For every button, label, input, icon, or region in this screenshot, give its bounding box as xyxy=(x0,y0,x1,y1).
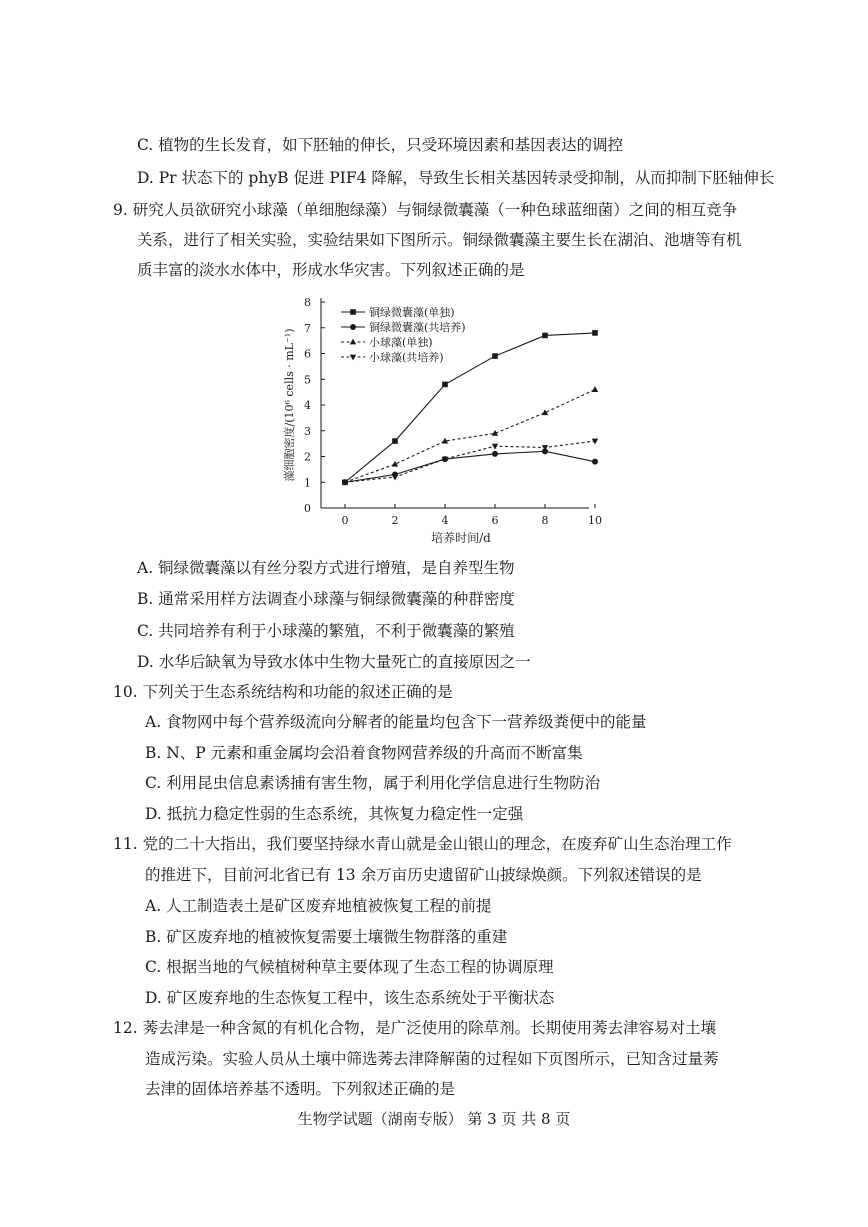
q11-option-b: B. 矿区废弃地的植被恢复需要土壤微生物群落的重建 xyxy=(145,928,508,946)
q10-option-d: D. 抵抗力稳定性弱的生态系统，其恢复力稳定性一定强 xyxy=(145,805,524,823)
q11-option-d: D. 矿区废弃地的生态恢复工程中，该生态系统处于平衡状态 xyxy=(145,989,555,1007)
y-axis-label: 藻细胞密度/(10⁶ cells · mL⁻¹) xyxy=(283,328,296,482)
data-point-series-1 xyxy=(442,382,448,388)
x-tick-label: 8 xyxy=(541,514,549,527)
legend-label-2: 铜绿微囊藻(共培养) xyxy=(369,321,466,334)
data-point-series-4 xyxy=(492,444,498,450)
q12-stem-line-2: 造成污染。实验人员从土壤中筛选莠去津降解菌的过程如下页图所示，已知含过量莠 xyxy=(145,1050,719,1068)
data-point-series-1 xyxy=(492,353,498,359)
q8-option-d: D. Pr 状态下的 phyB 促进 PIF4 降解，导致生长相关基因转录受抑制，从而抑制下胚轴伸长 xyxy=(137,169,775,187)
legend-marker-3 xyxy=(350,339,356,345)
data-point-series-1 xyxy=(392,438,398,444)
x-axis-label: 培养时间/d xyxy=(431,531,491,545)
q10-option-c: C. 利用昆虫信息素诱捕有害生物，属于利用化学信息进行生物防治 xyxy=(145,774,601,792)
q10-option-a: A. 食物网中每个营养级流向分解者的能量均包含下一营养级粪便中的能量 xyxy=(145,713,647,731)
q12-stem-line-1: 12. 莠去津是一种含氮的有机化合物，是广泛使用的除草剂。长期使用莠去津容易对土壤 xyxy=(113,1019,717,1037)
legend-label-3: 小球藻(单独) xyxy=(369,336,433,349)
q9-stem-line-2: 关系，进行了相关实验，实验结果如下图所示。铜绿微囊藻主要生长在湖泊、池塘等有机 xyxy=(137,231,742,249)
q9-option-a: A. 铜绿微囊藻以有丝分裂方式进行增殖，是自养型生物 xyxy=(137,559,515,577)
legend-marker-1 xyxy=(350,309,356,315)
q12-stem-line-3: 去津的固体培养基不透明。下列叙述正确的是 xyxy=(145,1080,456,1098)
y-tick-label: 2 xyxy=(304,450,311,464)
series-line-3 xyxy=(345,390,595,483)
q9-option-b: B. 通常采用样方法调查小球藻与铜绿微囊藻的种群密度 xyxy=(137,590,515,608)
q11-option-a: A. 人工制造表土是矿区废弃地植被恢复工程的前提 xyxy=(145,897,492,915)
cell-density-line-chart xyxy=(276,290,606,560)
legend-marker-4 xyxy=(350,355,356,361)
data-point-series-4 xyxy=(392,475,398,481)
page-footer: 生物学试题（湖南专版） 第 3 页 共 8 页 xyxy=(297,1110,571,1128)
legend-marker-2 xyxy=(350,324,356,330)
data-point-series-2 xyxy=(592,459,598,465)
q11-option-c: C. 根据当地的气候植树种草主要体现了生态工程的协调原理 xyxy=(145,958,554,976)
y-tick-label: 6 xyxy=(304,347,311,361)
y-tick-label: 7 xyxy=(304,321,311,335)
q10-stem: 10. 下列关于生态系统结构和功能的叙述正确的是 xyxy=(113,683,453,701)
y-tick-label: 5 xyxy=(304,373,311,387)
x-tick-label: 0 xyxy=(341,514,349,527)
legend-label-1: 铜绿微囊藻(单独) xyxy=(369,306,455,319)
y-tick-label: 1 xyxy=(304,476,311,490)
data-point-series-1 xyxy=(592,330,598,336)
series-line-2 xyxy=(345,451,595,482)
q9-option-c: C. 共同培养有利于小球藻的繁殖，不利于微囊藻的繁殖 xyxy=(137,622,515,640)
q11-stem-line-2: 的推进下，目前河北省已有 13 余万亩历史遗留矿山披绿焕颜。下列叙述错误的是 xyxy=(145,866,702,884)
x-tick-label: 4 xyxy=(441,514,449,527)
x-tick-label: 2 xyxy=(391,514,399,527)
y-tick-label: 4 xyxy=(304,399,311,412)
q9-stem-line-3: 质丰富的淡水水体中，形成水华灾害。下列叙述正确的是 xyxy=(137,261,525,279)
y-tick-label: 3 xyxy=(304,424,311,438)
data-point-series-1 xyxy=(542,333,548,339)
data-point-series-3 xyxy=(592,386,598,392)
q9-stem-line-1: 9. 研究人员欲研究小球藻（单细胞绿藻）与铜绿微囊藻（一种色球蓝细菌）之间的相互竞争 xyxy=(113,201,738,219)
q8-option-c: C. 植物的生长发育，如下胚轴的伸长，只受环境因素和基因表达的调控 xyxy=(137,136,624,154)
q11-stem-line-1: 11. 党的二十大指出，我们要坚持绿水青山就是金山银山的理念，在废弃矿山生态治理工作 xyxy=(113,835,732,853)
data-point-series-2 xyxy=(492,451,498,457)
q10-option-b: B. N、P 元素和重金属均会沿着食物网营养级的升高而不断富集 xyxy=(145,744,583,762)
x-tick-label: 10 xyxy=(588,514,602,527)
y-tick-label: 8 xyxy=(304,296,311,309)
x-tick-label: 6 xyxy=(491,514,499,527)
legend-label-4: 小球藻(共培养) xyxy=(369,351,444,364)
y-tick-label: 0 xyxy=(304,502,311,515)
q9-option-d: D. 水华后缺氧为导致水体中生物大量死亡的直接原因之一 xyxy=(137,653,531,671)
